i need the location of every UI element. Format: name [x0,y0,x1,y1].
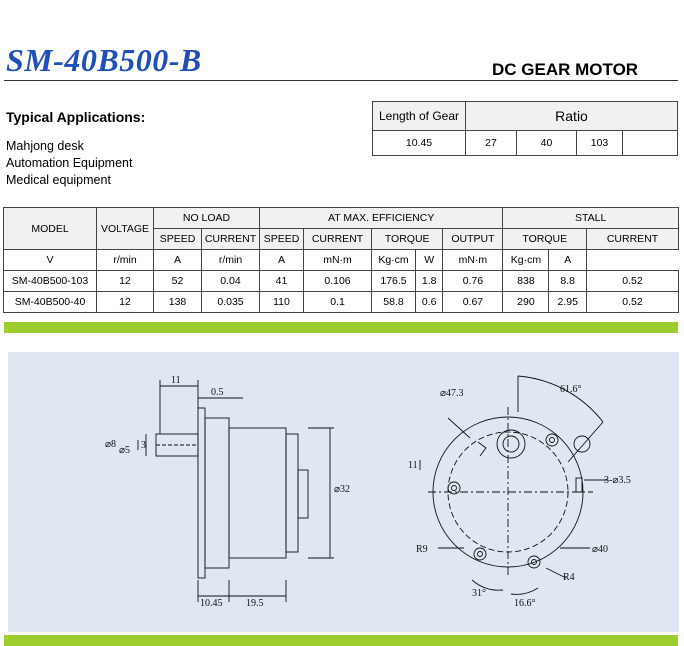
no-load-header: NO LOAD [154,208,260,229]
application-item: Mahjong desk [6,139,84,153]
unit-cell: Kg·cm [372,250,416,271]
unit-cell: mN·m [443,250,503,271]
dim-3-phi3-5-label: 3-⌀3.5 [604,475,631,486]
spec-cell: 0.76 [443,271,503,292]
spec-cell: 2.95 [549,292,587,313]
max-efficiency-header: AT MAX. EFFICIENCY [260,208,503,229]
dim-phi47-3-label: ⌀47.3 [440,388,464,399]
spec-cell: 176.5 [372,271,416,292]
unit-cell: r/min [202,250,260,271]
unit-cell: mN·m [304,250,372,271]
unit-cell: A [260,250,304,271]
technical-drawing-panel [8,352,679,632]
model-header: MODEL [4,208,97,250]
voltage-header: VOLTAGE [97,208,154,250]
spec-cell: 138 [154,292,202,313]
dim-phi8-label: ⌀8 [105,439,117,450]
spec-cell: 0.6 [416,292,443,313]
spec-cell: 0.1 [304,292,372,313]
spec-cell: 8.8 [549,271,587,292]
spec-cell: 52 [154,271,202,292]
spec-cell: 838 [503,271,549,292]
dim-3-label: 3 [141,440,146,451]
technical-drawing [8,352,679,632]
application-item: Medical equipment [6,173,111,187]
ratio-cell: 27 [466,131,517,156]
unit-cell: W [416,250,443,271]
title-divider [4,80,678,81]
spec-cell: 12 [97,271,154,292]
col-current: CURRENT [202,229,260,250]
side-view [138,380,334,602]
table-row [4,271,679,292]
col-current: CURRENT [304,229,372,250]
model-cell: SM-40B500-40 [4,292,97,313]
unit-cell: A [549,250,587,271]
dim-16-6-label: 16.6° [514,598,536,609]
dim-R9-label: R9 [416,544,428,555]
spec-cell: 0.035 [202,292,260,313]
spec-cell: 58.8 [372,292,416,313]
col-current: CURRENT [587,229,679,250]
unit-cell: Kg·cm [503,250,549,271]
dim-10-45-label: 10.45 [200,598,223,609]
spec-cell: 0.52 [587,271,679,292]
applications-list [6,138,132,189]
front-view [420,376,608,594]
col-torque: TORQUE [503,229,587,250]
applications-heading: Typical Applications: [6,109,146,125]
dim-R4-label: R4 [563,572,575,583]
unit-cell: r/min [97,250,154,271]
dim-phi32-label: ⌀32 [334,484,351,495]
col-speed: SPEED [154,229,202,250]
col-torque: TORQUE [372,229,443,250]
spec-cell: 1.8 [416,271,443,292]
spec-table [3,207,679,313]
table-row [4,292,679,313]
gear-ratio-table [372,101,678,156]
unit-cell: A [154,250,202,271]
dim-19-5-label: 19.5 [246,598,264,609]
dim-phi40-label: ⌀40 [592,544,609,555]
spec-cell: 41 [260,271,304,292]
stall-header: STALL [503,208,679,229]
col-speed: SPEED [260,229,304,250]
product-category: DC GEAR MOTOR [492,60,639,79]
spec-cell: 0.04 [202,271,260,292]
unit-cell: V [4,250,97,271]
ratio-cell: 40 [517,131,577,156]
dim-0-5-label: 0.5 [211,387,224,398]
dim-61-6-label: 61.6° [560,384,582,395]
ratio-cell: 103 [577,131,623,156]
spec-cell: 0.67 [443,292,503,313]
dim-11-label: 11 [171,375,181,386]
green-divider-top [4,322,678,333]
spec-cell: 0.52 [587,292,679,313]
green-divider-bottom [4,635,678,646]
spec-cell: 290 [503,292,549,313]
spec-cell: 110 [260,292,304,313]
length-of-gear-value: 10.45 [373,131,466,156]
product-title: SM-40B500-B [6,42,202,78]
ratio-header: Ratio [466,102,678,131]
length-of-gear-header: Length of Gear [373,102,466,131]
dim-11-front-label: 11 [408,460,418,471]
col-output: OUTPUT [443,229,503,250]
model-cell: SM-40B500-103 [4,271,97,292]
dim-31-label: 31° [472,588,486,599]
application-item: Automation Equipment [6,156,133,170]
spec-cell: 0.106 [304,271,372,292]
dim-phi5-label: ⌀5 [119,445,131,456]
ratio-cell [623,131,678,156]
spec-cell: 12 [97,292,154,313]
